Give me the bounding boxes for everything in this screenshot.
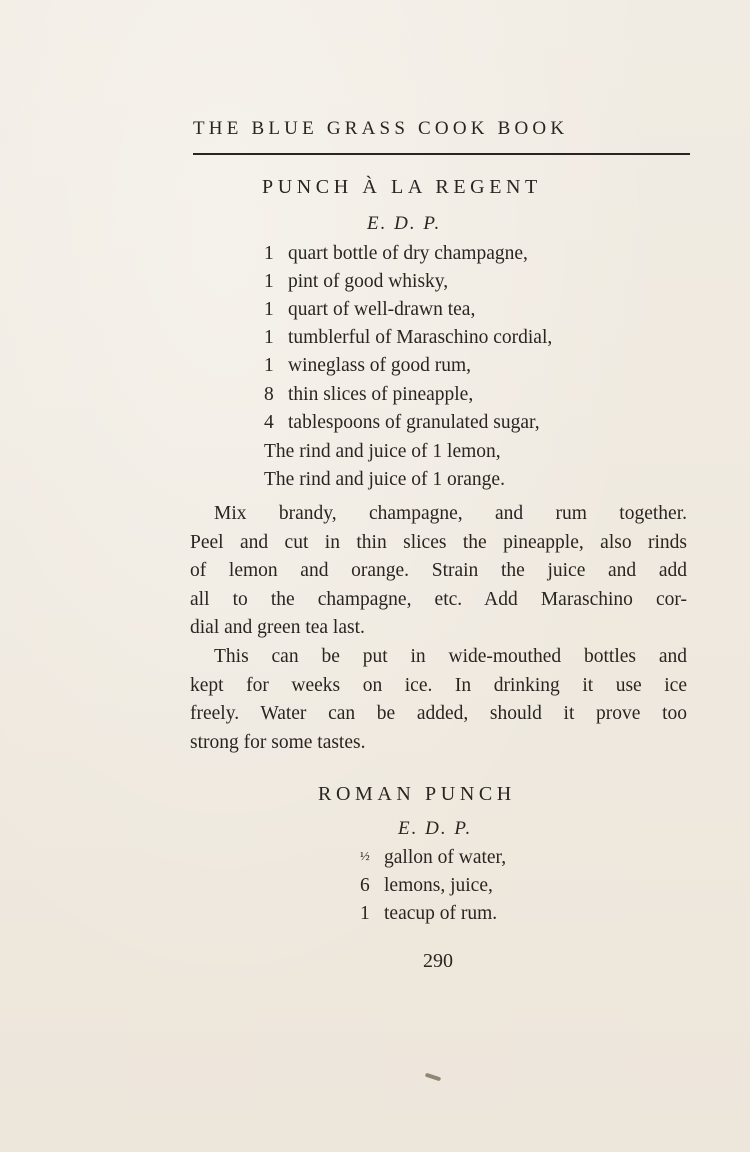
ingredient-line — [264, 327, 552, 349]
paragraph-line: dial and green tea last. — [190, 617, 365, 639]
ingredient-text: tablespoons of granulated sugar, — [288, 412, 540, 433]
paragraph-line: of lemon and orange. Strain the juice and add — [190, 560, 687, 582]
ingredient-line — [360, 875, 493, 897]
ingredient-text: The rind and juice of 1 lemon, — [264, 441, 501, 462]
paragraph-line: Peel and cut in thin slices the pineapple, also rinds — [190, 531, 687, 553]
ingredient-qty: 1 — [264, 271, 274, 292]
ingredient-qty: 1 — [264, 327, 274, 348]
ingredient-text: thin slices of pineapple, — [288, 384, 474, 405]
ingredient-line — [264, 412, 540, 434]
ingredient-qty: ½ — [360, 848, 370, 863]
paragraph-line: freely. Water can be added, should it prove too — [190, 703, 687, 725]
recipe-title: PUNCH À LA REGENT — [262, 176, 542, 198]
ingredient-qty: 1 — [264, 299, 274, 320]
header-rule — [193, 153, 690, 155]
paragraph-line: all to the champagne, etc. Add Maraschino cor- — [190, 588, 687, 610]
ingredient-qty: 1 — [264, 355, 274, 376]
ingredient-text: wineglass of good rum, — [288, 355, 472, 376]
ink-smudge — [425, 1073, 441, 1082]
ingredient-text: gallon of water, — [384, 847, 507, 868]
recipe-byline: E. D. P. — [398, 818, 473, 839]
ingredient-line — [264, 355, 471, 377]
ingredient-line — [360, 903, 497, 925]
ingredient-text: pint of good whisky, — [288, 271, 449, 292]
ingredient-qty: 8 — [264, 384, 274, 405]
paragraph-line: kept for weeks on ice. In drinking it use ice — [190, 674, 687, 696]
ingredient-text: tumblerful of Maraschino cordial, — [288, 327, 553, 348]
ingredient-line — [264, 469, 505, 491]
ingredient-line — [264, 441, 501, 463]
ingredient-qty: 1 — [360, 903, 370, 924]
ingredient-text: The rind and juice of 1 orange. — [264, 469, 505, 490]
paragraph-line: Mix brandy, champagne, and rum together. — [214, 503, 687, 524]
ingredient-text: quart of well-drawn tea, — [288, 299, 476, 320]
recipe-byline: E. D. P. — [367, 213, 442, 234]
ingredient-text: teacup of rum. — [384, 903, 498, 924]
ingredient-text: quart bottle of dry champagne, — [288, 243, 528, 264]
ingredient-line — [264, 243, 528, 265]
ingredient-qty: 6 — [360, 875, 370, 896]
ingredient-qty: 4 — [264, 412, 274, 433]
ingredient-line — [264, 384, 473, 406]
ingredient-qty: 1 — [264, 243, 274, 264]
ingredient-line — [360, 847, 506, 869]
ingredient-text: lemons, juice, — [384, 875, 493, 896]
recipe-title: ROMAN PUNCH — [318, 783, 516, 805]
running-head: THE BLUE GRASS COOK BOOK — [193, 118, 569, 139]
instruction-paragraph — [190, 500, 687, 643]
paragraph-line: strong for some tastes. — [190, 731, 366, 753]
page-number: 290 — [423, 950, 453, 972]
paragraph-line: This can be put in wide-mouthed bottles and — [214, 646, 687, 667]
instruction-paragraph — [190, 643, 687, 757]
ingredient-line — [264, 271, 448, 293]
ingredient-line — [264, 299, 475, 321]
